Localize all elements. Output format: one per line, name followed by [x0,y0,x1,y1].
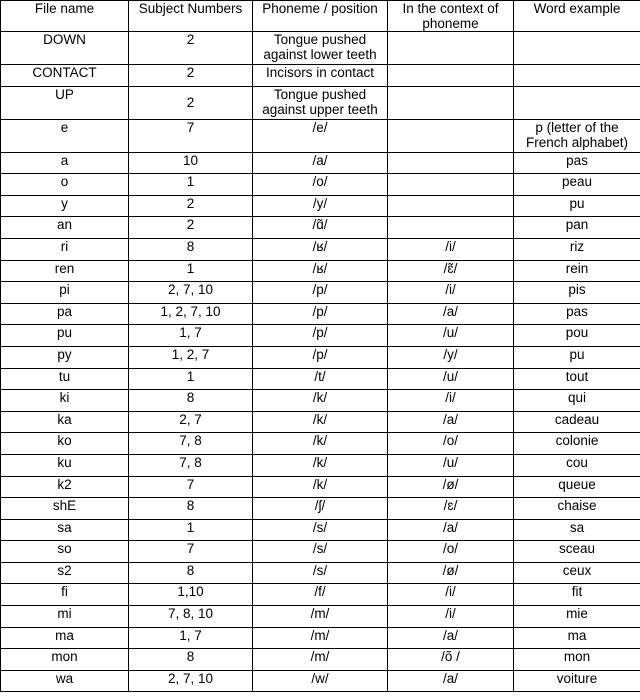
table-row [1,411,640,433]
header-row [1,1,640,32]
header-subject-numbers: Subject Numbers [129,1,253,32]
table-body [1,32,640,692]
subject-numbers-cell: 10 [129,152,253,174]
word-example-cell: cadeau [514,411,640,433]
context-cell [388,152,514,174]
word-example-cell [514,32,640,65]
phoneme-cell: /e/ [253,119,388,152]
word-example-cell: rein [514,260,640,282]
context-cell: /y/ [388,346,514,368]
context-cell: /a/ [388,303,514,325]
context-cell [388,174,514,196]
table-row [1,195,640,217]
subject-numbers-cell: 1 [129,519,253,541]
subject-numbers-cell: 2 [129,65,253,87]
context-cell: /u/ [388,325,514,347]
phoneme-cell: /m/ [253,606,388,628]
word-example-cell: pan [514,217,640,239]
phoneme-cell: /ʁ/ [253,238,388,260]
subject-numbers-cell: 1,10 [129,584,253,606]
header-file-name: File name [1,1,129,32]
phoneme-cell: /k/ [253,454,388,476]
phoneme-cell: /m/ [253,627,388,649]
file-name-cell: ren [1,260,129,282]
word-example-cell: tout [514,368,640,390]
word-example-cell: sa [514,519,640,541]
header-word-example: Word example [514,1,640,32]
phoneme-cell: /s/ [253,562,388,584]
subject-numbers-cell: 2, 7, 10 [129,282,253,304]
context-cell: /ø/ [388,562,514,584]
subject-numbers-cell: 8 [129,649,253,671]
context-cell [388,65,514,87]
table-row [1,649,640,671]
table-row [1,454,640,476]
file-name-cell: ri [1,238,129,260]
word-example-cell: colonie [514,433,640,455]
file-name-cell: ma [1,627,129,649]
subject-numbers-cell: 2, 7 [129,411,253,433]
phoneme-cell: /o/ [253,174,388,196]
file-name-cell: ki [1,390,129,412]
subject-numbers-cell: 7 [129,541,253,563]
table-row [1,119,640,152]
context-cell: /i/ [388,390,514,412]
table-row [1,627,640,649]
subject-numbers-cell: 7, 8 [129,433,253,455]
header-context-phoneme: In the context of phoneme [388,1,514,32]
file-name-cell: sa [1,519,129,541]
table-row [1,498,640,520]
word-example-cell: voiture [514,670,640,692]
word-example-cell: ceux [514,562,640,584]
table-row [1,86,640,119]
phoneme-cell: /p/ [253,325,388,347]
word-example-cell: ma [514,627,640,649]
subject-numbers-cell: 2 [129,86,253,119]
table-row [1,476,640,498]
phoneme-cell: Tongue pushed against upper teeth [253,86,388,119]
context-cell: /u/ [388,368,514,390]
subject-numbers-cell: 8 [129,498,253,520]
subject-numbers-cell: 7, 8 [129,454,253,476]
subject-numbers-cell: 8 [129,238,253,260]
phoneme-cell: /y/ [253,195,388,217]
phoneme-cell: /p/ [253,346,388,368]
context-cell [388,217,514,239]
file-name-cell: CONTACT [1,65,129,87]
table-row [1,217,640,239]
word-example-cell: sceau [514,541,640,563]
table-row [1,670,640,692]
file-name-cell: o [1,174,129,196]
phoneme-cell: /w/ [253,670,388,692]
file-name-cell: mi [1,606,129,628]
phoneme-cell: /p/ [253,303,388,325]
table-row [1,390,640,412]
file-name-cell: s2 [1,562,129,584]
table-row [1,32,640,65]
phoneme-cell: /ʁ/ [253,260,388,282]
word-example-cell: pis [514,282,640,304]
word-example-cell: chaise [514,498,640,520]
word-example-cell: pas [514,152,640,174]
context-cell: /u/ [388,454,514,476]
table-row [1,65,640,87]
word-example-cell: pou [514,325,640,347]
file-name-cell: pa [1,303,129,325]
file-name-cell: y [1,195,129,217]
subject-numbers-cell: 1, 7 [129,627,253,649]
phoneme-cell: Tongue pushed against lower teeth [253,32,388,65]
word-example-cell: mon [514,649,640,671]
subject-numbers-cell: 1 [129,174,253,196]
word-example-cell: fit [514,584,640,606]
table-row [1,346,640,368]
word-example-cell: pu [514,346,640,368]
context-cell [388,119,514,152]
phoneme-cell: /p/ [253,282,388,304]
file-name-cell: an [1,217,129,239]
table-row [1,152,640,174]
file-name-cell: py [1,346,129,368]
subject-numbers-cell: 7 [129,119,253,152]
file-name-cell: ko [1,433,129,455]
phoneme-cell: /k/ [253,476,388,498]
context-cell [388,86,514,119]
context-cell: /o/ [388,433,514,455]
context-cell: /ɛ/ [388,498,514,520]
table-row [1,238,640,260]
table-row [1,584,640,606]
context-cell: /ø/ [388,476,514,498]
table-row [1,562,640,584]
phoneme-cell: /ʃ/ [253,498,388,520]
subject-numbers-cell: 7, 8, 10 [129,606,253,628]
file-name-cell: e [1,119,129,152]
subject-numbers-cell: 8 [129,390,253,412]
table-row [1,541,640,563]
phoneme-cell: Incisors in contact [253,65,388,87]
word-example-cell [514,86,640,119]
word-example-cell: riz [514,238,640,260]
file-name-cell: UP [1,86,129,119]
subject-numbers-cell: 2, 7, 10 [129,670,253,692]
phoneme-cell: /a/ [253,152,388,174]
context-cell: /i/ [388,282,514,304]
subject-numbers-cell: 2 [129,195,253,217]
phoneme-cell: /s/ [253,541,388,563]
context-cell: /õ / [388,649,514,671]
subject-numbers-cell: 1, 2, 7 [129,346,253,368]
word-example-cell [514,65,640,87]
file-name-cell: DOWN [1,32,129,65]
subject-numbers-cell: 1 [129,368,253,390]
word-example-cell: peau [514,174,640,196]
table-row [1,282,640,304]
context-cell: /o/ [388,541,514,563]
context-cell: /i/ [388,606,514,628]
word-example-cell: p (letter of the French alphabet) [514,119,640,152]
header-phoneme-position: Phoneme / position [253,1,388,32]
file-name-cell: ka [1,411,129,433]
file-name-cell: ku [1,454,129,476]
phoneme-cell: /ɑ̃/ [253,217,388,239]
context-cell [388,32,514,65]
phoneme-cell: /k/ [253,390,388,412]
subject-numbers-cell: 2 [129,217,253,239]
subject-numbers-cell: 1, 7 [129,325,253,347]
file-name-cell: so [1,541,129,563]
subject-numbers-cell: 7 [129,476,253,498]
table-row [1,174,640,196]
phoneme-cell: /t/ [253,368,388,390]
file-name-cell: pi [1,282,129,304]
file-name-cell: a [1,152,129,174]
table-header [1,1,640,32]
context-cell: /a/ [388,411,514,433]
subject-numbers-cell: 1, 2, 7, 10 [129,303,253,325]
context-cell: /a/ [388,627,514,649]
phoneme-cell: /f/ [253,584,388,606]
subject-numbers-cell: 2 [129,32,253,65]
table-row [1,368,640,390]
subject-numbers-cell: 1 [129,260,253,282]
table-row [1,606,640,628]
word-example-cell: qui [514,390,640,412]
word-example-cell: cou [514,454,640,476]
phoneme-cell: /s/ [253,519,388,541]
context-cell: /ɛ̃/ [388,260,514,282]
word-example-cell: queue [514,476,640,498]
word-example-cell: pas [514,303,640,325]
word-example-cell: mie [514,606,640,628]
table-row [1,519,640,541]
phoneme-cell: /m/ [253,649,388,671]
table-row [1,260,640,282]
table-row [1,433,640,455]
context-cell: /i/ [388,584,514,606]
file-name-cell: k2 [1,476,129,498]
context-cell: /a/ [388,519,514,541]
phoneme-cell: /k/ [253,411,388,433]
table-row [1,325,640,347]
table-row [1,303,640,325]
file-name-cell: mon [1,649,129,671]
file-name-cell: fi [1,584,129,606]
file-name-cell: wa [1,670,129,692]
file-name-cell: shE [1,498,129,520]
phoneme-cell: /k/ [253,433,388,455]
context-cell: /i/ [388,238,514,260]
context-cell: /a/ [388,670,514,692]
context-cell [388,195,514,217]
file-name-cell: tu [1,368,129,390]
subject-numbers-cell: 8 [129,562,253,584]
file-name-cell: pu [1,325,129,347]
word-example-cell: pu [514,195,640,217]
